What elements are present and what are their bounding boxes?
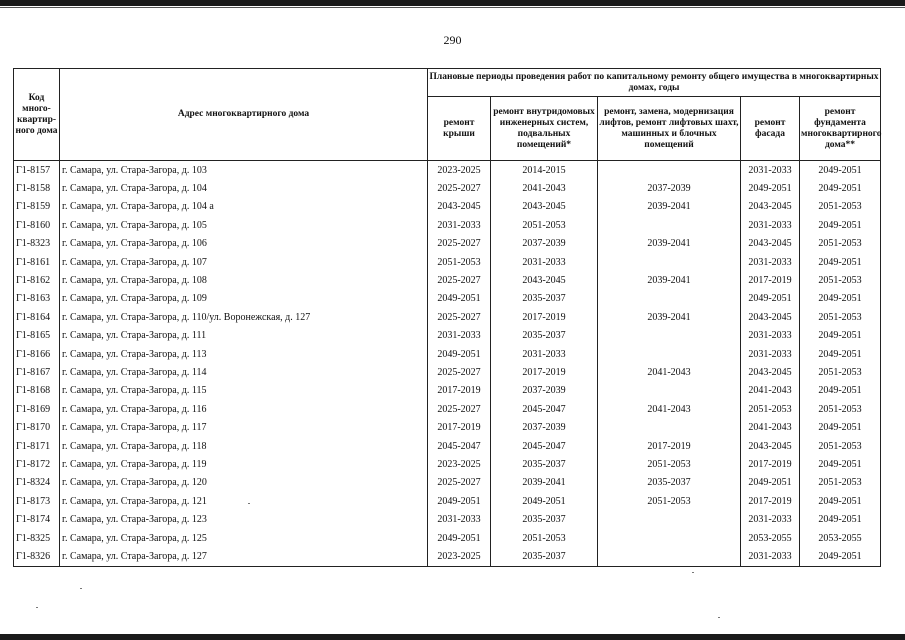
cell-lifts bbox=[598, 290, 741, 308]
cell-systems: 2017-2019 bbox=[491, 363, 598, 381]
cell-foundation: 2049-2051 bbox=[800, 510, 881, 528]
cell-roof: 2049-2051 bbox=[428, 290, 491, 308]
cell-foundation: 2049-2051 bbox=[800, 253, 881, 271]
cell-lifts: 2037-2039 bbox=[598, 179, 741, 197]
cell-lifts bbox=[598, 253, 741, 271]
cell-roof: 2017-2019 bbox=[428, 382, 491, 400]
cell-facade: 2031-2033 bbox=[741, 327, 800, 345]
cell-foundation: 2049-2051 bbox=[800, 161, 881, 180]
cell-roof: 2049-2051 bbox=[428, 529, 491, 547]
table-row bbox=[14, 327, 881, 345]
header-systems: ремонт внутридомовых инженерных систем, подвальных помещений* bbox=[491, 97, 598, 161]
cell-code: Г1-8323 bbox=[14, 235, 60, 253]
cell-roof: 2043-2045 bbox=[428, 198, 491, 216]
cell-lifts: 2039-2041 bbox=[598, 271, 741, 289]
cell-systems: 2035-2037 bbox=[491, 327, 598, 345]
cell-facade: 2043-2045 bbox=[741, 235, 800, 253]
cell-address: г. Самара, ул. Стара-Загора, д. 103 bbox=[60, 161, 428, 180]
cell-facade: 2031-2033 bbox=[741, 216, 800, 234]
header-address: Адрес многоквартирного дома bbox=[60, 69, 428, 161]
repair-schedule-table bbox=[13, 68, 881, 567]
cell-roof: 2051-2053 bbox=[428, 253, 491, 271]
table-row bbox=[14, 455, 881, 473]
cell-lifts bbox=[598, 161, 741, 180]
cell-lifts bbox=[598, 529, 741, 547]
cell-address: г. Самара, ул. Стара-Загора, д. 110/ул. Воронежская, д. 127 bbox=[60, 308, 428, 326]
table-body bbox=[14, 161, 881, 567]
cell-systems: 2045-2047 bbox=[491, 400, 598, 418]
page-number: 290 bbox=[443, 33, 462, 47]
cell-roof: 2049-2051 bbox=[428, 345, 491, 363]
cell-facade: 2041-2043 bbox=[741, 418, 800, 436]
cell-systems: 2037-2039 bbox=[491, 382, 598, 400]
cell-foundation: 2051-2053 bbox=[800, 363, 881, 381]
cell-roof: 2025-2027 bbox=[428, 474, 491, 492]
cell-foundation: 2051-2053 bbox=[800, 235, 881, 253]
cell-address: г. Самара, ул. Стара-Загора, д. 111 bbox=[60, 327, 428, 345]
cell-systems: 2035-2037 bbox=[491, 455, 598, 473]
cell-systems: 2037-2039 bbox=[491, 418, 598, 436]
cell-address: г. Самара, ул. Стара-Загора, д. 107 bbox=[60, 253, 428, 271]
cell-address: г. Самара, ул. Стара-Загора, д. 119 bbox=[60, 455, 428, 473]
cell-roof: 2023-2025 bbox=[428, 547, 491, 566]
table-row bbox=[14, 271, 881, 289]
cell-address: г. Самара, ул. Стара-Загора, д. 109 bbox=[60, 290, 428, 308]
cell-roof: 2031-2033 bbox=[428, 510, 491, 528]
cell-address: г. Самара, ул. Стара-Загора, д. 104 bbox=[60, 179, 428, 197]
table-row bbox=[14, 198, 881, 216]
cell-lifts: 2017-2019 bbox=[598, 437, 741, 455]
cell-foundation: 2049-2051 bbox=[800, 547, 881, 566]
cell-code: Г1-8167 bbox=[14, 363, 60, 381]
cell-roof: 2031-2033 bbox=[428, 327, 491, 345]
cell-lifts bbox=[598, 345, 741, 363]
cell-facade: 2017-2019 bbox=[741, 271, 800, 289]
cell-facade: 2031-2033 bbox=[741, 510, 800, 528]
cell-systems: 2035-2037 bbox=[491, 290, 598, 308]
cell-address: г. Самара, ул. Стара-Загора, д. 127 bbox=[60, 547, 428, 566]
cell-systems: 2049-2051 bbox=[491, 492, 598, 510]
cell-address: г. Самара, ул. Стара-Загора, д. 115 bbox=[60, 382, 428, 400]
cell-systems: 2043-2045 bbox=[491, 271, 598, 289]
cell-code: Г1-8164 bbox=[14, 308, 60, 326]
table-row bbox=[14, 253, 881, 271]
cell-address: г. Самара, ул. Стара-Загора, д. 116 bbox=[60, 400, 428, 418]
cell-code: Г1-8325 bbox=[14, 529, 60, 547]
cell-code: Г1-8169 bbox=[14, 400, 60, 418]
top-border bbox=[0, 0, 905, 6]
cell-address: г. Самара, ул. Стара-Загора, д. 113 bbox=[60, 345, 428, 363]
cell-lifts bbox=[598, 382, 741, 400]
cell-lifts bbox=[598, 327, 741, 345]
table-row bbox=[14, 382, 881, 400]
bottom-border bbox=[0, 634, 905, 640]
cell-roof: 2045-2047 bbox=[428, 437, 491, 455]
cell-foundation: 2051-2053 bbox=[800, 271, 881, 289]
cell-lifts: 2039-2041 bbox=[598, 198, 741, 216]
cell-address: г. Самара, ул. Стара-Загора, д. 123 bbox=[60, 510, 428, 528]
cell-lifts: 2041-2043 bbox=[598, 400, 741, 418]
scan-speck bbox=[80, 588, 82, 589]
cell-code: Г1-8174 bbox=[14, 510, 60, 528]
table-row bbox=[14, 308, 881, 326]
cell-systems: 2031-2033 bbox=[491, 253, 598, 271]
cell-code: Г1-8162 bbox=[14, 271, 60, 289]
cell-lifts bbox=[598, 216, 741, 234]
cell-code: Г1-8163 bbox=[14, 290, 60, 308]
cell-code: Г1-8171 bbox=[14, 437, 60, 455]
cell-code: Г1-8324 bbox=[14, 474, 60, 492]
cell-roof: 2023-2025 bbox=[428, 161, 491, 180]
cell-code: Г1-8161 bbox=[14, 253, 60, 271]
cell-lifts bbox=[598, 510, 741, 528]
cell-systems: 2041-2043 bbox=[491, 179, 598, 197]
table-row bbox=[14, 474, 881, 492]
cell-foundation: 2053-2055 bbox=[800, 529, 881, 547]
table-row bbox=[14, 161, 881, 180]
cell-foundation: 2049-2051 bbox=[800, 345, 881, 363]
cell-systems: 2035-2037 bbox=[491, 547, 598, 566]
cell-foundation: 2049-2051 bbox=[800, 216, 881, 234]
cell-foundation: 2049-2051 bbox=[800, 455, 881, 473]
cell-lifts: 2051-2053 bbox=[598, 455, 741, 473]
cell-facade: 2031-2033 bbox=[741, 253, 800, 271]
header-foundation: ремонт фундамента многоквартирного дома** bbox=[800, 97, 881, 161]
cell-facade: 2051-2053 bbox=[741, 400, 800, 418]
cell-roof: 2049-2051 bbox=[428, 492, 491, 510]
cell-systems: 2045-2047 bbox=[491, 437, 598, 455]
cell-foundation: 2049-2051 bbox=[800, 179, 881, 197]
cell-facade: 2049-2051 bbox=[741, 290, 800, 308]
cell-systems: 2031-2033 bbox=[491, 345, 598, 363]
cell-code: Г1-8166 bbox=[14, 345, 60, 363]
cell-systems: 2051-2053 bbox=[491, 529, 598, 547]
cell-facade: 2043-2045 bbox=[741, 363, 800, 381]
cell-foundation: 2051-2053 bbox=[800, 198, 881, 216]
table-row bbox=[14, 492, 881, 510]
cell-facade: 2031-2033 bbox=[741, 345, 800, 363]
cell-lifts: 2041-2043 bbox=[598, 363, 741, 381]
cell-systems: 2051-2053 bbox=[491, 216, 598, 234]
table-row bbox=[14, 437, 881, 455]
table-row bbox=[14, 510, 881, 528]
cell-address: г. Самара, ул. Стара-Загора, д. 106 bbox=[60, 235, 428, 253]
cell-address: г. Самара, ул. Стара-Загора, д. 117 bbox=[60, 418, 428, 436]
cell-facade: 2053-2055 bbox=[741, 529, 800, 547]
cell-address: г. Самара, ул. Стара-Загора, д. 108 bbox=[60, 271, 428, 289]
cell-facade: 2041-2043 bbox=[741, 382, 800, 400]
cell-facade: 2049-2051 bbox=[741, 474, 800, 492]
header-facade: ремонт фасада bbox=[741, 97, 800, 161]
cell-address: г. Самара, ул. Стара-Загора, д. 105 bbox=[60, 216, 428, 234]
scan-speck bbox=[718, 617, 720, 618]
cell-foundation: 2051-2053 bbox=[800, 400, 881, 418]
header-roof: ремонт крыши bbox=[428, 97, 491, 161]
cell-code: Г1-8165 bbox=[14, 327, 60, 345]
cell-foundation: 2049-2051 bbox=[800, 492, 881, 510]
cell-code: Г1-8170 bbox=[14, 418, 60, 436]
cell-code: Г1-8172 bbox=[14, 455, 60, 473]
cell-roof: 2017-2019 bbox=[428, 418, 491, 436]
cell-lifts: 2039-2041 bbox=[598, 235, 741, 253]
top-border-thin bbox=[0, 7, 905, 8]
cell-lifts bbox=[598, 547, 741, 566]
cell-address: г. Самара, ул. Стара-Загора, д. 118 bbox=[60, 437, 428, 455]
table-row bbox=[14, 345, 881, 363]
cell-foundation: 2049-2051 bbox=[800, 418, 881, 436]
cell-address: г. Самара, ул. Стара-Загора, д. 125 bbox=[60, 529, 428, 547]
cell-code: Г1-8157 bbox=[14, 161, 60, 180]
header-lifts: ремонт, замена, модернизация лифтов, ремонт лифтовых шахт, машинных и блочных помещений bbox=[598, 97, 741, 161]
scan-speck bbox=[692, 572, 694, 573]
cell-facade: 2031-2033 bbox=[741, 547, 800, 566]
table-row bbox=[14, 216, 881, 234]
cell-lifts: 2039-2041 bbox=[598, 308, 741, 326]
scan-speck bbox=[248, 503, 250, 504]
cell-address: г. Самара, ул. Стара-Загора, д. 104 а bbox=[60, 198, 428, 216]
table-row bbox=[14, 418, 881, 436]
cell-code: Г1-8168 bbox=[14, 382, 60, 400]
cell-code: Г1-8159 bbox=[14, 198, 60, 216]
cell-systems: 2017-2019 bbox=[491, 308, 598, 326]
table-row bbox=[14, 235, 881, 253]
cell-roof: 2025-2027 bbox=[428, 179, 491, 197]
cell-code: Г1-8160 bbox=[14, 216, 60, 234]
table-row bbox=[14, 400, 881, 418]
cell-code: Г1-8326 bbox=[14, 547, 60, 566]
cell-systems: 2014-2015 bbox=[491, 161, 598, 180]
cell-code: Г1-8158 bbox=[14, 179, 60, 197]
table-row bbox=[14, 363, 881, 381]
cell-foundation: 2049-2051 bbox=[800, 290, 881, 308]
cell-roof: 2025-2027 bbox=[428, 235, 491, 253]
cell-foundation: 2051-2053 bbox=[800, 437, 881, 455]
cell-foundation: 2051-2053 bbox=[800, 474, 881, 492]
cell-roof: 2023-2025 bbox=[428, 455, 491, 473]
scan-speck bbox=[36, 607, 38, 608]
cell-facade: 2043-2045 bbox=[741, 437, 800, 455]
cell-foundation: 2049-2051 bbox=[800, 382, 881, 400]
cell-systems: 2037-2039 bbox=[491, 235, 598, 253]
cell-foundation: 2049-2051 bbox=[800, 327, 881, 345]
cell-facade: 2031-2033 bbox=[741, 161, 800, 180]
table-row bbox=[14, 179, 881, 197]
cell-facade: 2017-2019 bbox=[741, 492, 800, 510]
table-row bbox=[14, 547, 881, 566]
cell-facade: 2043-2045 bbox=[741, 308, 800, 326]
table-row bbox=[14, 529, 881, 547]
cell-roof: 2025-2027 bbox=[428, 400, 491, 418]
cell-facade: 2017-2019 bbox=[741, 455, 800, 473]
cell-roof: 2025-2027 bbox=[428, 271, 491, 289]
header-periods: Плановые периоды проведения работ по капитальному ремонту общего имущества в многоквартирных домах, годы bbox=[428, 69, 881, 97]
cell-lifts: 2051-2053 bbox=[598, 492, 741, 510]
cell-lifts: 2035-2037 bbox=[598, 474, 741, 492]
cell-foundation: 2051-2053 bbox=[800, 308, 881, 326]
cell-address: г. Самара, ул. Стара-Загора, д. 120 bbox=[60, 474, 428, 492]
cell-code: Г1-8173 bbox=[14, 492, 60, 510]
cell-roof: 2031-2033 bbox=[428, 216, 491, 234]
cell-roof: 2025-2027 bbox=[428, 363, 491, 381]
table-row bbox=[14, 290, 881, 308]
cell-address: г. Самара, ул. Стара-Загора, д. 121 bbox=[60, 492, 428, 510]
cell-systems: 2035-2037 bbox=[491, 510, 598, 528]
cell-systems: 2043-2045 bbox=[491, 198, 598, 216]
header-code: Код много-квартир-ного дома bbox=[14, 69, 60, 161]
cell-facade: 2043-2045 bbox=[741, 198, 800, 216]
cell-facade: 2049-2051 bbox=[741, 179, 800, 197]
cell-roof: 2025-2027 bbox=[428, 308, 491, 326]
cell-systems: 2039-2041 bbox=[491, 474, 598, 492]
cell-lifts bbox=[598, 418, 741, 436]
cell-address: г. Самара, ул. Стара-Загора, д. 114 bbox=[60, 363, 428, 381]
